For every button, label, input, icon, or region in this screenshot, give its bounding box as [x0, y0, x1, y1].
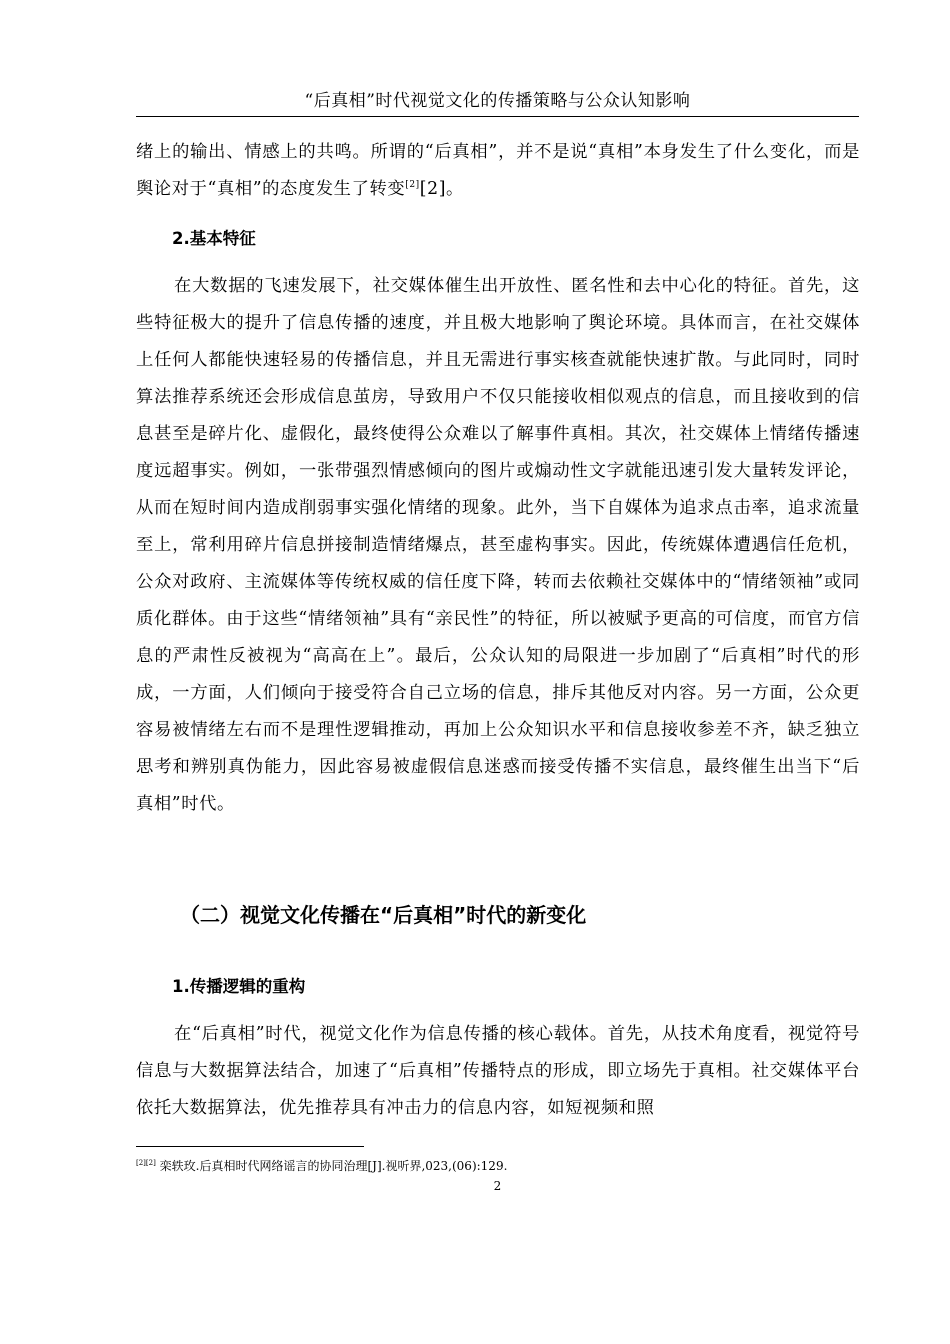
- footnote-ref-mark[interactable]: [2]: [405, 180, 420, 191]
- running-header: “后真相”时代视觉文化的传播策略与公众认知影响: [304, 91, 691, 111]
- top-paragraph-text: 绪上的输出、情感上的共鸣。所谓的“后真相”，并不是说“真相”本身发生了什么变化，而是舆论对于“真相”的态度发生了转变: [136, 142, 860, 199]
- footnote-divider: [136, 1146, 364, 1147]
- page-number: 2: [493, 1179, 502, 1193]
- subsection-title-logic-reconstruction: 1.传播逻辑的重构: [172, 977, 306, 996]
- inline-citation: [2]。: [419, 179, 464, 199]
- footnote-mark: [2][2]: [136, 1159, 156, 1167]
- footnote-text: 栾轶玫.后真相时代网络谣言的协同治理[J].视听界,023,(06):129.: [155, 1159, 508, 1173]
- features-paragraph: 在大数据的飞速发展下，社交媒体催生出开放性、匿名性和去中心化的特征。首先，这些特征极大的提升了信息传播的速度，并且极大地影响了舆论环境。具体而言，在社交媒体上任何人都能快速轻易的传播信息，并且无需进行事实核查就能快速扩散。与此同时，同时算法推荐系统还会形成信息茧房，导致用户不仅只能接收相似观点的信息，而且接收到的信息甚至是碎片化、虚假化，最终使得公众难以了解事件真相。其次，社交媒体上情绪传播速度远超事实。例如，一张带强烈情感倾向的图片或煽动性文字就能迅速引发大量转发评论，从而在短时间内造成削弱事实强化情绪的现象。此外，当下自媒体为追求点击率，追求流量至上，常利用碎片信息拼接制造情绪爆点，甚至虚构事实。因此，传统媒体遭遇信任危机，公众对政府、主流媒体等传统权威的信任度下降，转而去依赖社交媒体中的“情绪领袖”或同质化群体。由于这些“情绪领袖”具有“亲民性”的特征，所以被赋予更高的可信度，而官方信息的严肃性反被视为“高高在上”。最后，公众认知的局限进一步加剧了“后真相”时代的形成，一方面，人们倾向于接受符合自己立场的信息，排斥其他反对内容。另一方面，公众更容易被情绪左右而不是理性逻辑推动，再加上公众知识水平和信息接收参差不齐，缺乏独立思考和辨别真伪能力，因此容易被虚假信息迷惑而接受传播不实信息，最终催生出当下“后真相”时代。: [136, 276, 860, 814]
- footnote: [136, 1157, 507, 1175]
- header-divider: [136, 116, 859, 117]
- logic-paragraph: 在“后真相”时代，视觉文化作为信息传播的核心载体。首先，从技术角度看，视觉符号信息与大数据算法结合，加速了“后真相”传播特点的形成，即立场先于真相。社交媒体平台依托大数据算法，优先推荐具有冲击力的信息内容，如短视频和照: [136, 1024, 860, 1118]
- top-paragraph: [136, 134, 860, 208]
- section-heading: （二）视觉文化传播在“后真相”时代的新变化: [180, 903, 587, 927]
- subsection-title-basic-features: 2.基本特征: [172, 229, 256, 248]
